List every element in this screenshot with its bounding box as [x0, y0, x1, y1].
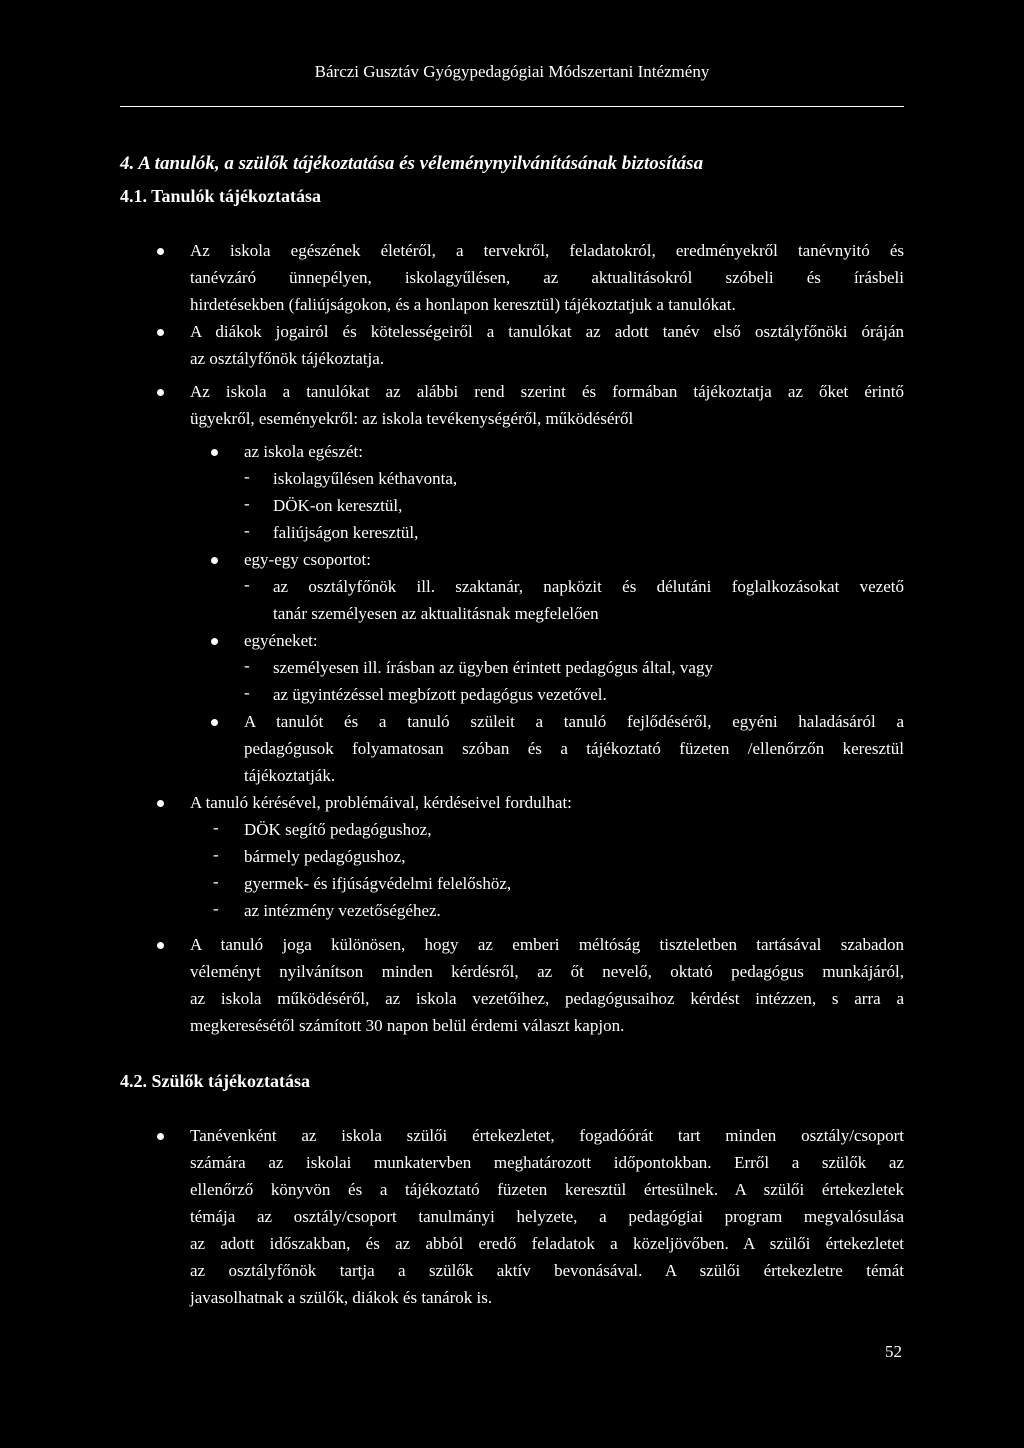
s1-b5-line4: megkeresésétől számított 30 napon belül érdemi választ kapjon.	[190, 1016, 625, 1035]
s1-b5-line1: A tanuló joga különösen, hogy az emberi méltóság tiszteletben tartásával szabadon	[190, 935, 904, 954]
dash-icon: -	[213, 872, 219, 891]
bullet-icon	[157, 800, 164, 807]
sub-b-item-line2: tanár személyesen az aktualitásnak megfelelően	[273, 604, 599, 623]
s1-b3-line2: ügyekről, eseményekről: az iskola tevékenységéről, működéséről	[190, 409, 634, 428]
s1-b3-line1: Az iskola a tanulókat az alábbi rend szerint és formában tájékoztatja az őket érintő	[190, 382, 904, 401]
section-4-2-title: 4.2. Szülők tájékoztatása	[120, 1071, 310, 1091]
chapter-title: 4. A tanulók, a szülők tájékoztatása és véleménynyilvánításának biztosítása	[120, 153, 704, 174]
s2-b1-line1: Tanévenként az iskola szülői értekezletet, fogadóórát tart minden osztály/csoport	[190, 1126, 904, 1145]
sub-b-item-line1: az osztályfőnök ill. szaktanár, napközit és délutáni foglalkozásokat vezető	[273, 577, 904, 596]
s2-b1-line2: számára az iskolai munkatervben meghatározott időpontokban. Erről a szülők az	[190, 1153, 904, 1172]
sub-a-item: iskolagyűlésen kéthavonta,	[273, 469, 458, 488]
bullet-icon	[157, 248, 164, 255]
s2-b1-line3: ellenőrző könyvön és a tájékoztató füzeten keresztül értesülnek. A szülői értekezletek	[190, 1180, 904, 1199]
s1-b4-item: gyermek- és ifjúságvédelmi felelőshöz,	[244, 874, 512, 893]
s1-b1-line3: hirdetésekben (faliújságokon, és a honlapon keresztül) tájékoztatjuk a tanulókat.	[190, 295, 736, 314]
section-4-1-title: 4.1. Tanulók tájékoztatása	[120, 186, 322, 206]
sub-c-title: egyéneket:	[244, 631, 318, 650]
sub-a-item: DÖK-on keresztül,	[273, 496, 403, 515]
s2-b1-line4: témája az osztály/csoport tanulmányi helyzete, a pedagógiai program megvalósulása	[190, 1207, 904, 1226]
sub-a-title: az iskola egészét:	[244, 442, 363, 461]
s1-b5-line2: véleményt nyilvánítson minden kérdésről, az őt nevelő, oktató pedagógus munkájáról,	[190, 962, 904, 981]
bullet-icon	[157, 942, 164, 949]
bullet-icon	[211, 557, 218, 564]
s2-b1-line5: az adott időszakban, és az abból eredő feladatok a közeljövőben. A szülői értekezletet	[190, 1234, 904, 1253]
page-number: 52	[885, 1342, 902, 1361]
s1-b4-title: A tanuló kérésével, problémáival, kérdéseivel fordulhat:	[190, 793, 572, 812]
s1-b4-item: bármely pedagógushoz,	[244, 847, 406, 866]
s2-b1-line7: javasolhatnak a szülők, diákok és tanárok is.	[190, 1288, 493, 1307]
dash-icon: -	[244, 656, 250, 675]
sub-a-item: faliújságon keresztül,	[273, 523, 419, 542]
s1-b4-item: az intézmény vezetőségéhez.	[244, 901, 441, 920]
bullet-icon	[211, 719, 218, 726]
s1-b2-line1: A diákok jogairól és kötelességeiről a tanulókat az adott tanév első osztályfőnöki óráján	[190, 322, 904, 341]
bullet-icon	[157, 1133, 164, 1140]
dash-icon: -	[213, 818, 219, 837]
s1-b4-item: DÖK segítő pedagógushoz,	[244, 820, 432, 839]
dash-icon: -	[244, 494, 250, 513]
dash-icon: -	[213, 899, 219, 918]
dash-icon: -	[244, 521, 250, 540]
sub-b-title: egy-egy csoportot:	[244, 550, 371, 569]
s2-b1-line6: az osztályfőnök tartja a szülők aktív bevonásával. A szülői értekezletre témát	[190, 1261, 904, 1280]
dash-icon: -	[213, 845, 219, 864]
s1-b1-line2: tanévzáró ünnepélyen, iskolagyűlésen, az aktualitásokról szóbeli és írásbeli	[190, 268, 904, 287]
sub-d-line1: A tanulót és a tanuló szüleit a tanuló fejlődéséről, egyéni haladásáról a	[244, 712, 904, 731]
bullet-icon	[157, 329, 164, 336]
sub-d-line2: pedagógusok folyamatosan szóban és a tájékoztató füzeten /ellenőrzőn keresztül	[244, 739, 904, 758]
header-rule	[120, 106, 904, 107]
page-header: Bárczi Gusztáv Gyógypedagógiai Módszertani Intézmény	[314, 62, 710, 81]
bullet-icon	[157, 389, 164, 396]
bullet-icon	[211, 449, 218, 456]
s1-b1-line1: Az iskola egészének életéről, a tervekről, feladatokról, eredményekről tanévnyitó és	[190, 241, 904, 260]
s1-b2-line2: az osztályfőnök tájékoztatja.	[190, 349, 384, 368]
s1-b5-line3: az iskola működéséről, az iskola vezetőihez, pedagógusaihoz kérdést intézzen, s arra a	[190, 989, 904, 1008]
dash-icon: -	[244, 683, 250, 702]
sub-c-item: személyesen ill. írásban az ügyben érintett pedagógus által, vagy	[273, 658, 713, 677]
dash-icon: -	[244, 467, 250, 486]
bullet-icon	[211, 638, 218, 645]
sub-c-item: az ügyintézéssel megbízott pedagógus vezetővel.	[273, 685, 607, 704]
sub-d-line3: tájékoztatják.	[244, 766, 336, 785]
dash-icon: -	[244, 575, 250, 594]
